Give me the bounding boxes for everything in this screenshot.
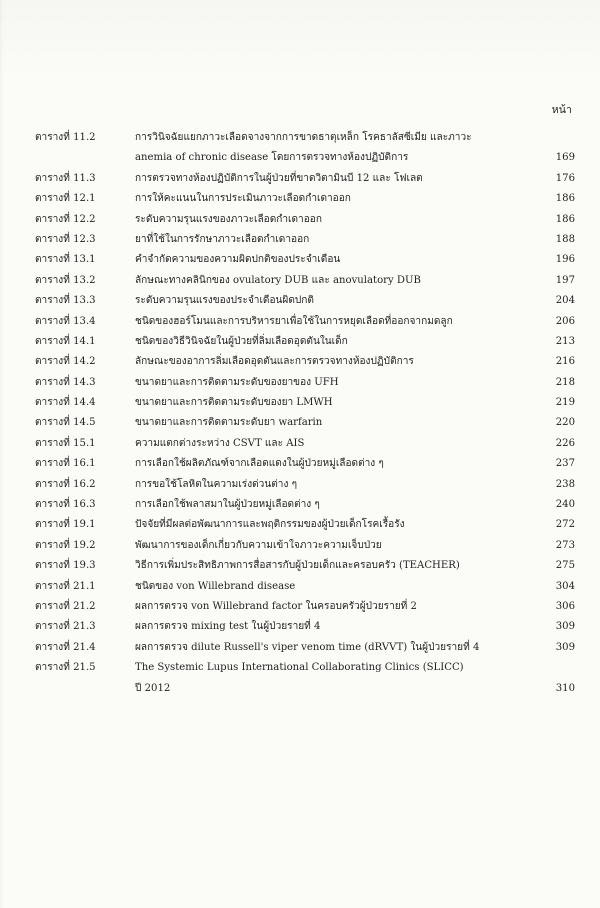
table-title: การเลือกใช้ผลิตภัณฑ์จากเลือดแดงในผู้ป่วยหมู่เลือดต่าง ๆ	[135, 458, 384, 470]
page-number: 196	[555, 254, 575, 266]
table-number: ตารางที่ 13.3	[35, 295, 96, 307]
table-number: ตารางที่ 12.3	[35, 233, 96, 245]
list-item	[35, 393, 575, 413]
table-title: ยาที่ใช้ในการรักษาภาวะเลือดกำเดาออก	[135, 233, 310, 245]
table-number: ตารางที่ 21.4	[35, 641, 96, 653]
list-item	[35, 230, 575, 250]
list-item	[35, 536, 575, 556]
table-title: การวินิจฉัยแยกภาวะเลือดจางจากการขาดธาตุเหล็ก โรคธาลัสซีเมีย และภาวะ anemia of chronic disease โดยการตรวจทางห้องปฏิบัติการ	[135, 132, 472, 164]
table-title: ลักษณะทางคลินิกของ ovulatory DUB และ anovulatory DUB	[135, 274, 421, 286]
table-title: ผลการตรวจ mixing test ในผู้ป่วยรายที่ 4	[135, 621, 321, 633]
list-item	[35, 291, 575, 311]
page-number: 204	[555, 295, 575, 307]
table-title: ขนาดยาและการติดตามระดับของยาของ UFH	[135, 376, 339, 388]
table-title: ระดับความรุนแรงของประจำเดือนผิดปกติ	[135, 295, 314, 307]
list-item	[35, 475, 575, 495]
page-number: 197	[555, 274, 575, 286]
table-title: ชนิดของวิธีวินิจฉัยในผู้ป่วยที่ลิ่มเลือดอุดตันในเด็ก	[135, 335, 348, 347]
page-number: 213	[555, 335, 575, 347]
table-title: พัฒนาการของเด็กเกี่ยวกับความเข้าใจภาวะความเจ็บป่วย	[135, 539, 382, 551]
table-list	[35, 128, 575, 699]
list-item	[35, 556, 575, 576]
page-number: 219	[555, 397, 575, 409]
table-number: ตารางที่ 16.1	[35, 458, 96, 470]
table-number: ตารางที่ 16.2	[35, 478, 96, 490]
table-title: ลักษณะของอาการลิ่มเลือดอุดตันและการตรวจทางห้องปฏิบัติการ	[135, 356, 414, 368]
list-item	[35, 352, 575, 372]
page-number: 226	[555, 437, 575, 449]
table-number: ตารางที่ 13.1	[35, 254, 96, 266]
table-title: ขนาดยาและการติดตามระดับยา warfarin	[135, 417, 323, 429]
page-number: 216	[555, 356, 575, 368]
table-title: ชนิดของ von Willebrand disease	[135, 580, 296, 592]
table-title: ผลการตรวจ von Willebrand factor ในครอบครัวผู้ป่วยรายที่ 2	[135, 601, 417, 612]
page-number: 306	[555, 601, 575, 612]
table-title: ปัจจัยที่มีผลต่อพัฒนาการและพฤติกรรมของผู้ป่วยเด็กโรคเรื้อรัง	[135, 519, 405, 531]
table-number: ตารางที่ 19.1	[35, 519, 96, 531]
list-item	[35, 495, 575, 515]
table-title: คำจำกัดความของความผิดปกติของประจำเดือน	[135, 254, 341, 266]
page-number: 240	[555, 499, 575, 511]
page-number: 186	[555, 193, 575, 205]
list-item	[35, 332, 575, 352]
table-number: ตารางที่ 13.4	[35, 315, 96, 327]
page-number: 176	[555, 172, 575, 184]
table-title: การตรวจทางห้องปฏิบัติการในผู้ป่วยที่ขาดวิตามินบี 12 และ โฟเลต	[135, 172, 423, 184]
table-title: ชนิดของฮอร์โมนและการบริหารยาเพื่อใช้ในการหยุดเลือดที่ออกจากมดลูก	[135, 315, 453, 327]
table-title: วิธีการเพิ่มประสิทธิภาพการสื่อสารกับผู้ป่วยเด็กและครอบครัว (TEACHER)	[135, 560, 460, 572]
list-item	[35, 128, 575, 169]
table-number: ตารางที่ 14.4	[35, 397, 96, 409]
table-number: ตารางที่ 19.2	[35, 539, 96, 551]
page-number: 309	[555, 621, 575, 633]
table-number: ตารางที่ 14.1	[35, 335, 96, 347]
page-number: 273	[555, 539, 575, 551]
table-number: ตารางที่ 21.1	[35, 580, 96, 592]
page-number: 304	[555, 580, 575, 592]
table-number: ตารางที่ 12.2	[35, 213, 96, 225]
table-title: การขอใช้โลหิตในความเร่งด่วนต่าง ๆ	[135, 478, 298, 490]
list-item	[35, 312, 575, 332]
page-column-header: หน้า	[551, 104, 572, 116]
table-title: การให้คะแนนในการประเมินภาวะเลือดกำเดาออก	[135, 193, 351, 205]
list-item	[35, 169, 575, 189]
table-title: ผลการตรวจ dilute Russell's viper venom time (dRVVT) ในผู้ป่วยรายที่ 4	[135, 641, 480, 653]
list-item	[35, 373, 575, 393]
table-number: ตารางที่ 11.2	[35, 132, 96, 143]
page-number: 169	[555, 152, 575, 164]
list-item	[35, 638, 575, 658]
page-number: 238	[555, 478, 575, 490]
page-number: 310	[555, 682, 575, 694]
table-number: ตารางที่ 16.3	[35, 499, 96, 511]
table-number: ตารางที่ 13.2	[35, 274, 96, 286]
list-item	[35, 577, 575, 597]
table-title: ขนาดยาและการติดตามระดับของยา LMWH	[135, 397, 333, 409]
table-number: ตารางที่ 21.5	[35, 662, 96, 674]
page-number: 206	[555, 315, 575, 327]
table-number: ตารางที่ 19.3	[35, 560, 96, 572]
list-item	[35, 250, 575, 270]
page-number: 186	[555, 213, 575, 225]
page-number: 188	[555, 233, 575, 245]
table-number: ตารางที่ 11.3	[35, 172, 96, 184]
list-item	[35, 515, 575, 535]
list-item	[35, 597, 575, 617]
table-title: The Systemic Lupus International Collaborating Clinics (SLICC) ปี 2012	[135, 662, 464, 694]
page-number: 275	[555, 560, 575, 572]
table-number: ตารางที่ 14.5	[35, 417, 96, 429]
table-title: ระดับความรุนแรงของภาวะเลือดกำเดาออก	[135, 213, 322, 225]
page-number: 309	[555, 641, 575, 653]
list-item	[35, 413, 575, 433]
table-number: ตารางที่ 12.1	[35, 193, 96, 205]
table-number: ตารางที่ 15.1	[35, 437, 96, 449]
list-item	[35, 189, 575, 209]
list-item	[35, 434, 575, 454]
table-number: ตารางที่ 21.3	[35, 621, 96, 633]
list-item	[35, 617, 575, 637]
table-number: ตารางที่ 21.2	[35, 601, 96, 612]
list-item	[35, 658, 575, 699]
page-number: 237	[555, 458, 575, 470]
page-number: 218	[555, 376, 575, 388]
table-title: การเลือกใช้พลาสมาในผู้ป่วยหมู่เลือดต่าง ๆ	[135, 499, 320, 511]
list-item	[35, 454, 575, 474]
list-item	[35, 210, 575, 230]
table-number: ตารางที่ 14.3	[35, 376, 96, 388]
table-title: ความแตกต่างระหว่าง CSVT และ AIS	[135, 437, 305, 449]
page-number: 220	[555, 417, 575, 429]
table-number: ตารางที่ 14.2	[35, 356, 96, 368]
page-number: 272	[555, 519, 575, 531]
list-item	[35, 271, 575, 291]
